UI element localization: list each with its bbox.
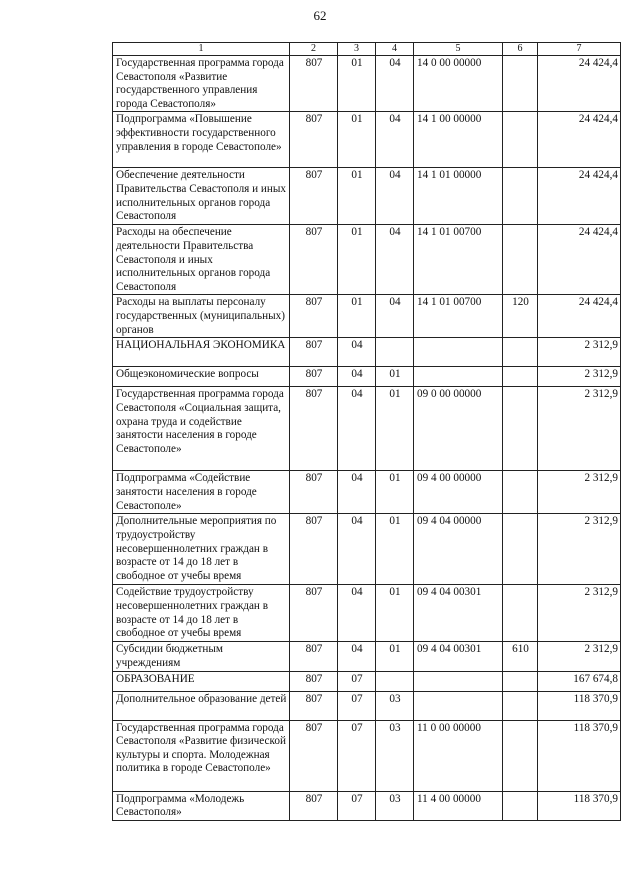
amount-cell: 2 312,9	[538, 367, 621, 387]
amount-cell: 2 312,9	[538, 585, 621, 642]
amount-cell: 118 370,9	[538, 791, 621, 820]
expense-type-cell	[503, 791, 538, 820]
target-article-cell	[414, 338, 503, 367]
header-col-3: 3	[338, 43, 376, 56]
table-row	[113, 112, 621, 168]
subsection-code-cell: 04	[376, 112, 414, 168]
admin-code-cell: 807	[290, 168, 338, 225]
subsection-code-cell: 04	[376, 225, 414, 295]
header-col-4: 4	[376, 43, 414, 56]
admin-code-cell: 807	[290, 585, 338, 642]
item-name-cell: Государственная программа города Севастополя «Развитие физической культуры и спорта. Молодежная политика в городе Севастополе»	[113, 720, 290, 791]
amount-cell: 167 674,8	[538, 671, 621, 691]
subsection-code-cell: 01	[376, 514, 414, 585]
item-name-cell: НАЦИОНАЛЬНАЯ ЭКОНОМИКА	[113, 338, 290, 367]
section-code-cell: 04	[338, 471, 376, 514]
item-name-cell: ОБРАЗОВАНИЕ	[113, 671, 290, 691]
table-row	[113, 791, 621, 820]
item-name-cell: Обеспечение деятельности Правительства Севастополя и иных исполнительных органов города Севастополя	[113, 168, 290, 225]
subsection-code-cell: 03	[376, 691, 414, 720]
subsection-code-cell: 04	[376, 295, 414, 338]
expense-type-cell	[503, 585, 538, 642]
item-name-cell: Подпрограмма «Содействие занятости населения в городе Севастополе»	[113, 471, 290, 514]
target-article-cell	[414, 671, 503, 691]
expense-type-cell	[503, 56, 538, 112]
expense-type-cell	[503, 225, 538, 295]
section-code-cell: 04	[338, 367, 376, 387]
amount-cell: 2 312,9	[538, 387, 621, 471]
table-row	[113, 585, 621, 642]
header-col-1: 1	[113, 43, 290, 56]
amount-cell: 24 424,4	[538, 56, 621, 112]
target-article-cell: 09 0 00 00000	[414, 387, 503, 471]
admin-code-cell: 807	[290, 387, 338, 471]
subsection-code-cell: 01	[376, 642, 414, 671]
section-code-cell: 01	[338, 168, 376, 225]
amount-cell: 24 424,4	[538, 225, 621, 295]
subsection-code-cell: 04	[376, 168, 414, 225]
item-name-cell: Подпрограмма «Повышение эффективности государственного управления в городе Севастополе»	[113, 112, 290, 168]
expense-type-cell	[503, 338, 538, 367]
subsection-code-cell: 01	[376, 471, 414, 514]
admin-code-cell: 807	[290, 691, 338, 720]
amount-cell: 24 424,4	[538, 295, 621, 338]
amount-cell: 2 312,9	[538, 338, 621, 367]
admin-code-cell: 807	[290, 225, 338, 295]
target-article-cell: 09 4 04 00000	[414, 514, 503, 585]
item-name-cell: Расходы на выплаты персоналу государственных (муниципальных) органов	[113, 295, 290, 338]
expense-type-cell	[503, 367, 538, 387]
section-code-cell: 04	[338, 338, 376, 367]
table-row	[113, 642, 621, 671]
subsection-code-cell: 01	[376, 387, 414, 471]
target-article-cell	[414, 691, 503, 720]
expense-type-cell	[503, 720, 538, 791]
table-row	[113, 720, 621, 791]
table-row	[113, 691, 621, 720]
admin-code-cell: 807	[290, 367, 338, 387]
target-article-cell: 09 4 04 00301	[414, 642, 503, 671]
section-code-cell: 01	[338, 295, 376, 338]
item-name-cell: Дополнительное образование детей	[113, 691, 290, 720]
table-row	[113, 367, 621, 387]
amount-cell: 24 424,4	[538, 112, 621, 168]
item-name-cell: Подпрограмма «Молодежь Севастополя»	[113, 791, 290, 820]
target-article-cell: 14 0 00 00000	[414, 56, 503, 112]
section-code-cell: 07	[338, 720, 376, 791]
admin-code-cell: 807	[290, 295, 338, 338]
expense-type-cell	[503, 671, 538, 691]
table-row	[113, 56, 621, 112]
item-name-cell: Субсидии бюджетным учреждениям	[113, 642, 290, 671]
admin-code-cell: 807	[290, 514, 338, 585]
header-row	[113, 43, 621, 56]
expense-type-cell	[503, 471, 538, 514]
admin-code-cell: 807	[290, 642, 338, 671]
section-code-cell: 04	[338, 387, 376, 471]
table-row	[113, 295, 621, 338]
item-name-cell: Расходы на обеспечение деятельности Правительства Севастополя и иных исполнительных органов города Севастополя	[113, 225, 290, 295]
expense-type-cell	[503, 514, 538, 585]
header-col-7: 7	[538, 43, 621, 56]
amount-cell: 2 312,9	[538, 471, 621, 514]
amount-cell: 118 370,9	[538, 720, 621, 791]
expense-type-cell	[503, 387, 538, 471]
subsection-code-cell	[376, 338, 414, 367]
expense-type-cell: 610	[503, 642, 538, 671]
section-code-cell: 04	[338, 585, 376, 642]
target-article-cell: 11 4 00 00000	[414, 791, 503, 820]
subsection-code-cell: 03	[376, 720, 414, 791]
header-col-5: 5	[414, 43, 503, 56]
table-row	[113, 338, 621, 367]
section-code-cell: 01	[338, 56, 376, 112]
table-row	[113, 387, 621, 471]
expense-type-cell	[503, 112, 538, 168]
target-article-cell: 09 4 04 00301	[414, 585, 503, 642]
item-name-cell: Государственная программа города Севастополя «Социальная защита, охрана труда и содействие занятости населения в городе Севастополе»	[113, 387, 290, 471]
target-article-cell: 14 1 01 00700	[414, 225, 503, 295]
admin-code-cell: 807	[290, 471, 338, 514]
admin-code-cell: 807	[290, 791, 338, 820]
target-article-cell: 14 1 01 00000	[414, 168, 503, 225]
admin-code-cell: 807	[290, 56, 338, 112]
section-code-cell: 01	[338, 225, 376, 295]
section-code-cell: 07	[338, 691, 376, 720]
subsection-code-cell: 03	[376, 791, 414, 820]
header-col-2: 2	[290, 43, 338, 56]
subsection-code-cell: 04	[376, 56, 414, 112]
admin-code-cell: 807	[290, 112, 338, 168]
expense-type-cell	[503, 691, 538, 720]
target-article-cell: 11 0 00 00000	[414, 720, 503, 791]
item-name-cell: Дополнительные мероприятия по трудоустройству несовершеннолетних граждан в возрасте от 14 до 18 лет в свободное от учебы время	[113, 514, 290, 585]
amount-cell: 24 424,4	[538, 168, 621, 225]
expense-type-cell	[503, 168, 538, 225]
admin-code-cell: 807	[290, 720, 338, 791]
section-code-cell: 01	[338, 112, 376, 168]
subsection-code-cell: 01	[376, 367, 414, 387]
target-article-cell: 14 1 00 00000	[414, 112, 503, 168]
expense-type-cell: 120	[503, 295, 538, 338]
section-code-cell: 04	[338, 642, 376, 671]
table-row	[113, 471, 621, 514]
table-body	[113, 56, 621, 821]
section-code-cell: 07	[338, 791, 376, 820]
header-col-6: 6	[503, 43, 538, 56]
budget-table	[112, 42, 621, 821]
item-name-cell: Государственная программа города Севастополя «Развитие государственного управления города Севастополя»	[113, 56, 290, 112]
table-row	[113, 168, 621, 225]
page-number: 62	[313, 8, 327, 23]
amount-cell: 118 370,9	[538, 691, 621, 720]
table-row	[113, 225, 621, 295]
target-article-cell	[414, 367, 503, 387]
amount-cell: 2 312,9	[538, 642, 621, 671]
target-article-cell: 09 4 00 00000	[414, 471, 503, 514]
item-name-cell: Общеэкономические вопросы	[113, 367, 290, 387]
amount-cell: 2 312,9	[538, 514, 621, 585]
table-row	[113, 514, 621, 585]
subsection-code-cell: 01	[376, 585, 414, 642]
subsection-code-cell	[376, 671, 414, 691]
section-code-cell: 04	[338, 514, 376, 585]
admin-code-cell: 807	[290, 338, 338, 367]
section-code-cell: 07	[338, 671, 376, 691]
item-name-cell: Содействие трудоустройству несовершеннолетних граждан в возрасте от 14 до 18 лет в свободное от учебы время	[113, 585, 290, 642]
table-row	[113, 671, 621, 691]
target-article-cell: 14 1 01 00700	[414, 295, 503, 338]
admin-code-cell: 807	[290, 671, 338, 691]
